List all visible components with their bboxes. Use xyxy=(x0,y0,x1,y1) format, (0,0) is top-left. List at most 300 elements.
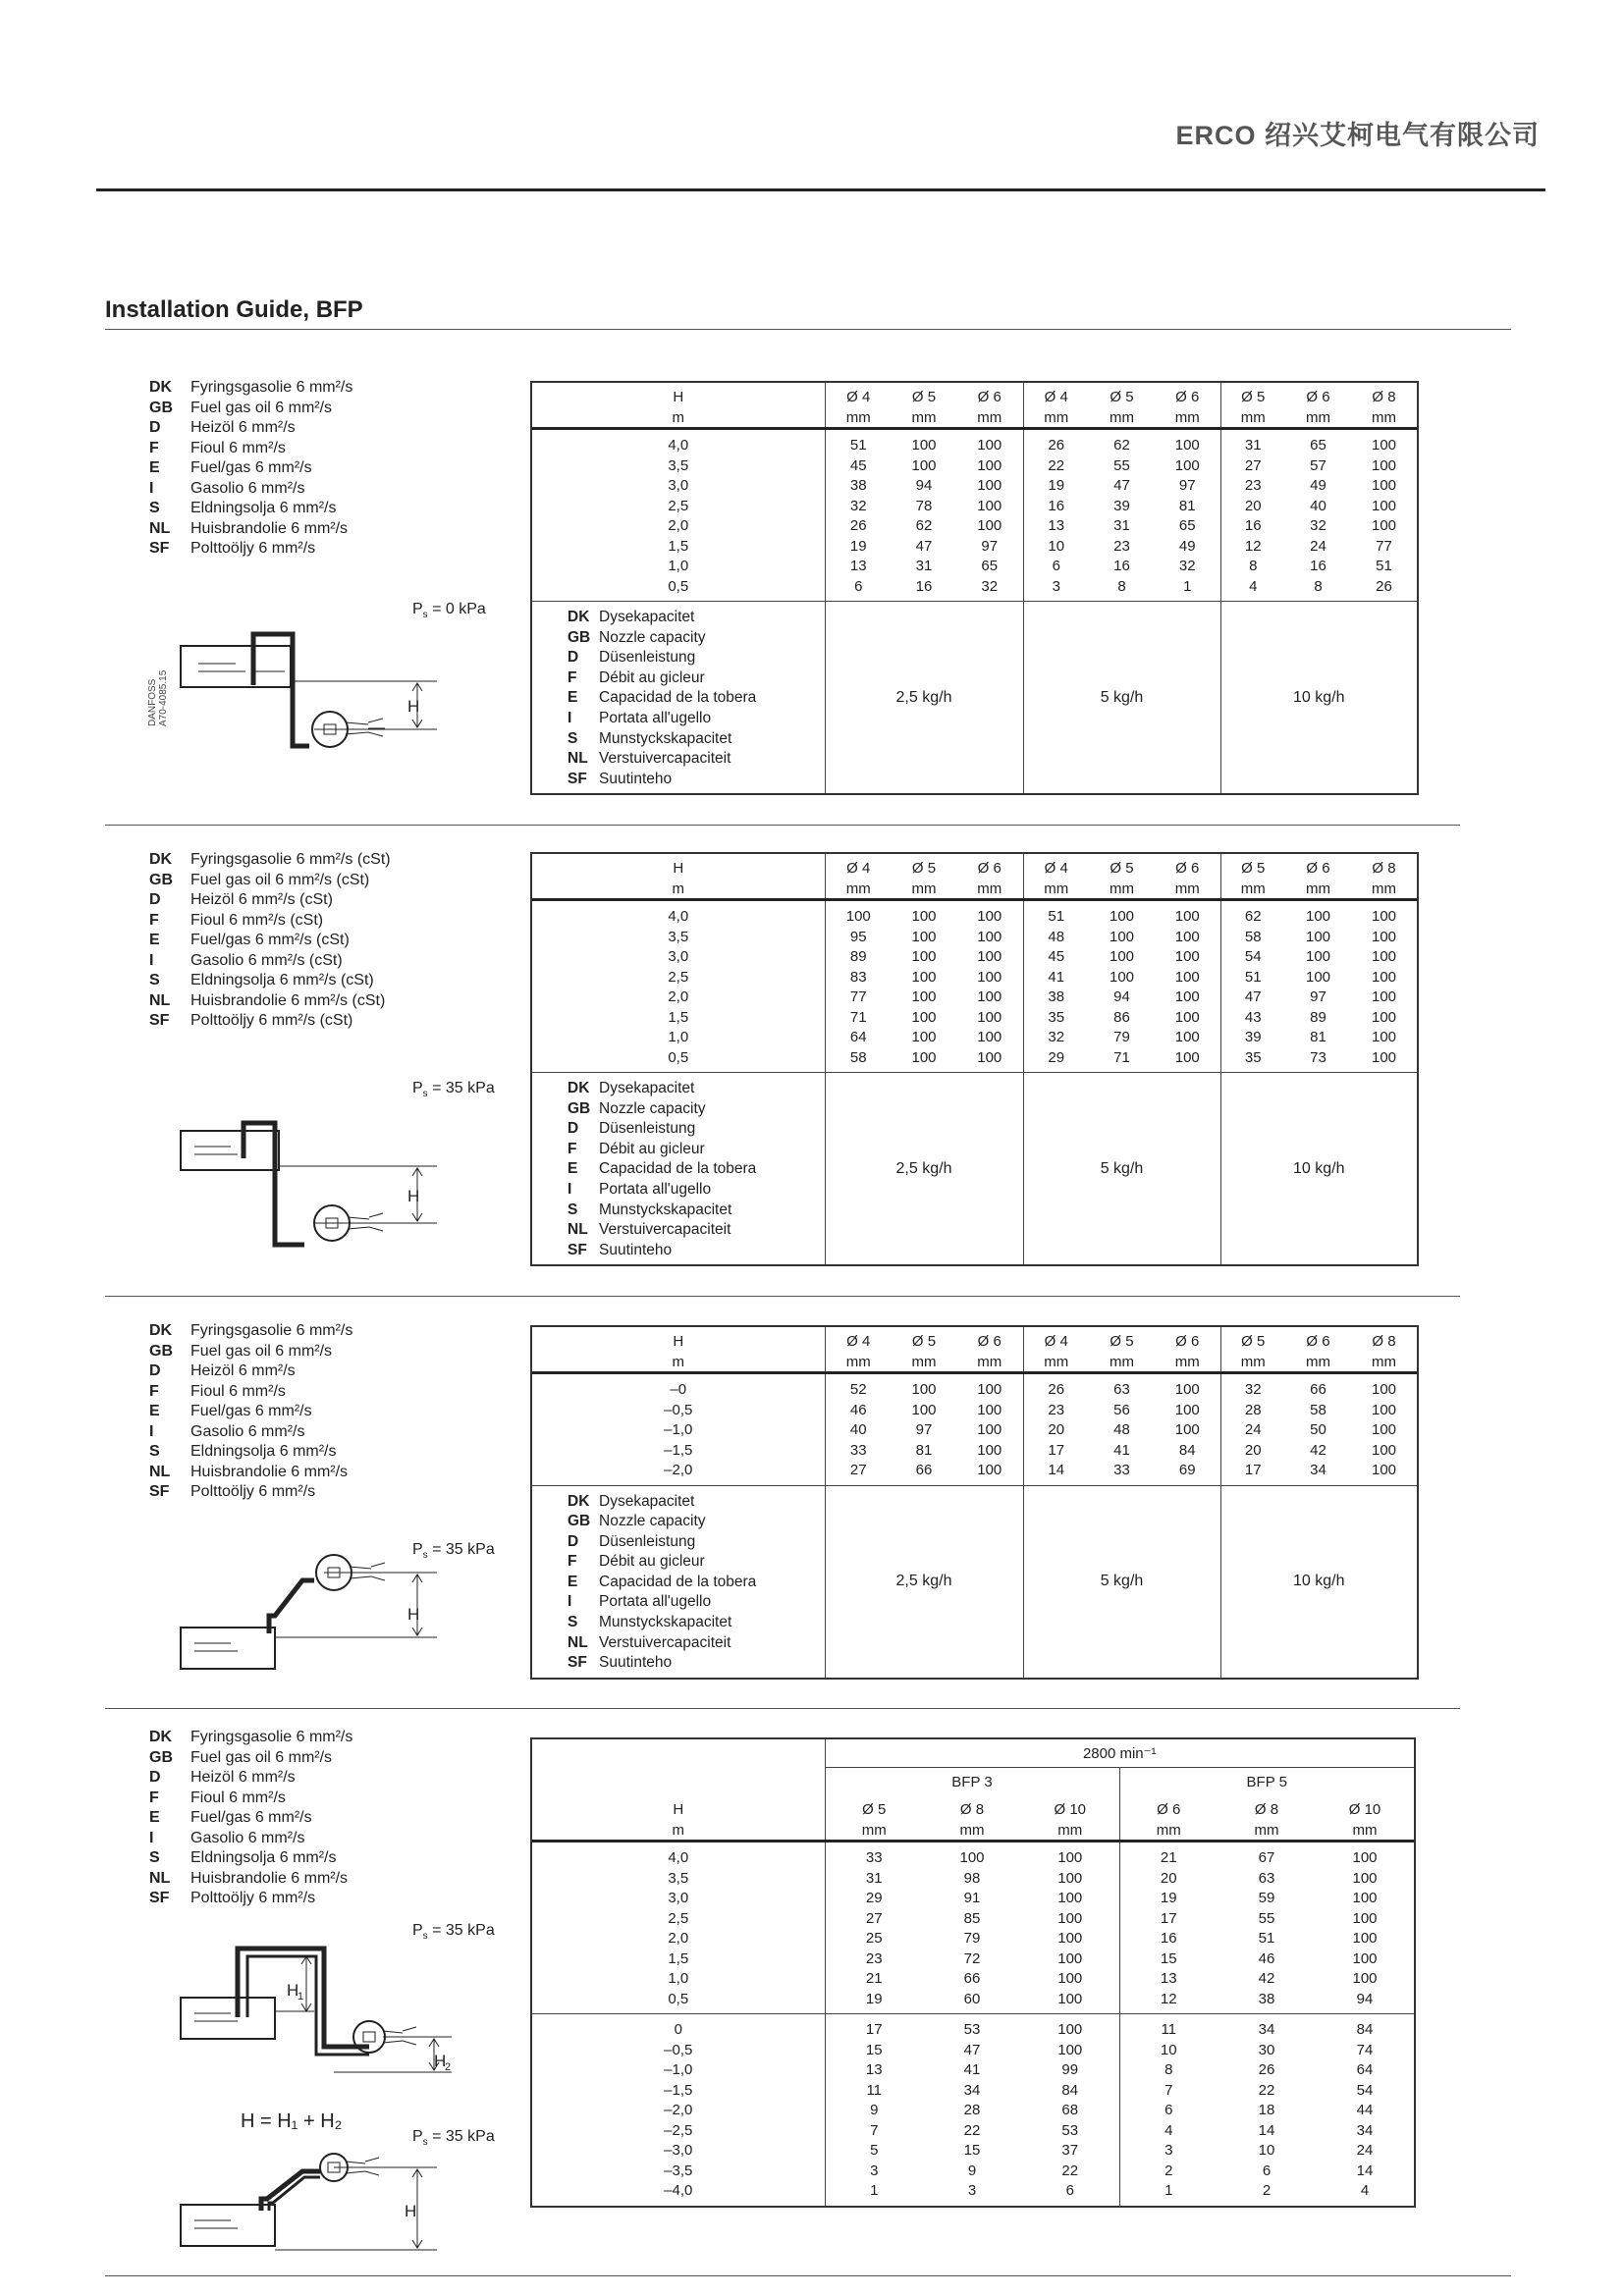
h-value: 4,0 xyxy=(668,908,689,926)
capacity-value: 13 xyxy=(1023,516,1089,537)
unit-header: mm xyxy=(923,1820,1021,1842)
capacity-value: 97 xyxy=(1178,477,1196,495)
h-header: H xyxy=(673,1332,684,1350)
diameter-header: Ø 8 xyxy=(1372,1332,1396,1350)
page-title: Installation Guide, BFP xyxy=(105,296,363,323)
capacity-value: 14 xyxy=(1023,1461,1089,1485)
unit-header: mm xyxy=(825,879,892,900)
capacity-value: 100 xyxy=(911,968,937,986)
capacity-value: 95 xyxy=(825,928,892,948)
capacity-value: 100 xyxy=(977,948,1002,966)
capacity-value: 94 xyxy=(1113,988,1130,1006)
capacity-value: 83 xyxy=(825,968,892,988)
capacity-value: 81 xyxy=(1178,497,1196,514)
diameter-header: Ø 5 xyxy=(911,859,937,877)
capacity-value: 7 xyxy=(825,2121,923,2142)
capacity-value: 71 xyxy=(825,1008,892,1029)
capacity-value: 100 xyxy=(911,1029,937,1046)
capacity-value: 94 xyxy=(915,477,933,495)
diameter-header: Ø 6 xyxy=(1175,859,1200,877)
capacity-value: 99 xyxy=(1061,2061,1079,2079)
table-row xyxy=(532,2141,1414,2162)
table-row xyxy=(532,577,1417,602)
capacity-value: 73 xyxy=(1310,1048,1326,1066)
table-row xyxy=(532,900,1417,928)
capacity-value: 100 xyxy=(911,1401,937,1418)
fuel-label-list xyxy=(149,378,352,560)
capacity-value: 81 xyxy=(1310,1029,1326,1046)
table-row xyxy=(532,1008,1417,1029)
capacity-value: 84 xyxy=(1316,2014,1414,2041)
unit-header: mm xyxy=(1218,1820,1316,1842)
nozzle-capacity-value: 2,5 kg/h xyxy=(825,602,1023,794)
diameter-header: Ø 4 xyxy=(825,383,892,407)
fuel-label: NL Huisbrandolie 6 mm²/s xyxy=(149,519,349,537)
fuel-label: F Fioul 6 mm²/s xyxy=(149,1382,286,1400)
capacity-value: 21 xyxy=(1119,1842,1218,1869)
table-row xyxy=(532,1842,1414,1869)
capacity-value: 6 xyxy=(825,577,892,602)
capacity-value: 16 xyxy=(915,577,933,595)
capacity-value: 16 xyxy=(1119,1929,1218,1949)
fuel-label: F Fioul 6 mm²/s (cSt) xyxy=(149,911,324,929)
capacity-value: 100 xyxy=(1371,1441,1397,1459)
capacity-value: 62 xyxy=(1220,900,1285,928)
capacity-value: 17 xyxy=(1220,1461,1285,1485)
nozzle-capacity-value: 5 kg/h xyxy=(1023,602,1220,794)
h-value: –2,5 xyxy=(664,2121,693,2139)
table-row xyxy=(532,429,1417,456)
capacity-value: 19 xyxy=(825,1990,923,2014)
capacity-value: 77 xyxy=(825,988,892,1008)
diameter-header: Ø 5 xyxy=(911,388,937,405)
capacity-value: 100 xyxy=(977,1008,1002,1026)
diameter-header: Ø 8 xyxy=(1372,859,1396,877)
capacity-value: 13 xyxy=(825,2060,923,2081)
capacity-table-bfp xyxy=(530,1737,1416,2208)
capacity-value: 19 xyxy=(1119,1889,1218,1909)
capacity-value: 68 xyxy=(1061,2102,1079,2119)
table-row xyxy=(532,476,1417,497)
m-header: m xyxy=(532,1820,825,1842)
unit-header: mm xyxy=(1021,1820,1119,1842)
capacity-value: 34 xyxy=(963,2081,981,2099)
capacity-value: 19 xyxy=(825,537,892,558)
section-divider xyxy=(105,1708,1460,1709)
capacity-value: 57 xyxy=(1310,456,1326,474)
table-row xyxy=(532,2162,1414,2182)
capacity-value: 47 xyxy=(963,2041,981,2058)
capacity-value: 1 xyxy=(825,2181,923,2206)
capacity-value: 31 xyxy=(1113,517,1130,535)
table-row xyxy=(532,1373,1417,1401)
capacity-value: 34 xyxy=(1218,2014,1316,2041)
h-value: 2,5 xyxy=(668,497,689,514)
title-rule xyxy=(105,329,1511,330)
installation-diagram-4a xyxy=(177,1939,471,2106)
capacity-value: 100 xyxy=(977,1401,1002,1418)
table-row xyxy=(532,1889,1414,1909)
capacity-value: 69 xyxy=(1178,1462,1196,1479)
capacity-value: 27 xyxy=(1220,456,1285,477)
fuel-label: E Fuel/gas 6 mm²/s xyxy=(149,1403,312,1419)
nozzle-capacity-labels: DK Dysekapacitet GB Nozzle capacity D Düsenleistung F Débit au gicleur E Capacidad de la tobera I Portata all'ugello S Munstyckskapacitet NL Verstuivercapaciteit SF Suutinteho xyxy=(532,602,825,794)
capacity-table xyxy=(530,1325,1419,1680)
capacity-value: 66 xyxy=(963,1970,981,1988)
capacity-value: 24 xyxy=(1310,537,1326,555)
diameter-header: Ø 5 xyxy=(911,1332,937,1350)
fuel-label: D Heizöl 6 mm²/s xyxy=(149,1362,296,1379)
suction-pressure-label: $P_s = 0$ kPa xyxy=(412,601,486,621)
unit-header: mm xyxy=(825,407,892,429)
unit-header: mm xyxy=(892,407,956,429)
diameter-header: Ø 5 xyxy=(1110,1332,1134,1350)
table-row xyxy=(532,1441,1417,1462)
capacity-value: 100 xyxy=(911,908,937,926)
capacity-value: 100 xyxy=(1174,1048,1200,1066)
h-value: 1,0 xyxy=(668,1970,689,1988)
capacity-value: 100 xyxy=(1057,1869,1083,1887)
capacity-value: 40 xyxy=(1310,497,1326,514)
capacity-value: 100 xyxy=(1057,1890,1083,1907)
h-value: 1,5 xyxy=(668,1949,689,1967)
capacity-value: 20 xyxy=(1023,1420,1089,1441)
h-value: –2,0 xyxy=(664,1462,693,1479)
capacity-value: 100 xyxy=(1109,948,1135,966)
fuel-label: I Gasolio 6 mm²/s xyxy=(149,1829,305,1846)
capacity-value: 6 xyxy=(1023,557,1089,577)
capacity-value: 100 xyxy=(977,497,1002,514)
capacity-value: 41 xyxy=(1023,968,1089,988)
capacity-value: 100 xyxy=(977,1029,1002,1046)
capacity-value: 32 xyxy=(981,577,999,595)
installation-diagram-4b xyxy=(177,2150,471,2268)
capacity-value: 100 xyxy=(959,1849,985,1867)
capacity-value: 41 xyxy=(1113,1441,1130,1459)
unit-header: mm xyxy=(1155,879,1220,900)
capacity-value: 100 xyxy=(1371,1029,1397,1046)
capacity-value: 41 xyxy=(963,2061,981,2079)
capacity-value: 47 xyxy=(1220,988,1285,1008)
capacity-value: 56 xyxy=(1113,1401,1130,1418)
capacity-value: 100 xyxy=(1371,1462,1397,1479)
capacity-value: 43 xyxy=(1220,1008,1285,1029)
capacity-value: 100 xyxy=(1371,437,1397,454)
capacity-value: 46 xyxy=(1258,1949,1275,1967)
capacity-value: 21 xyxy=(825,1969,923,1990)
diameter-header: Ø 6 xyxy=(1175,388,1200,405)
capacity-value: 100 xyxy=(911,1008,937,1026)
section-divider xyxy=(105,825,1460,826)
diameter-header: Ø 6 xyxy=(1306,1332,1330,1350)
capacity-value: 100 xyxy=(1174,1029,1200,1046)
table-row xyxy=(532,968,1417,988)
capacity-value: 100 xyxy=(911,437,937,454)
h-value: 4,0 xyxy=(668,437,689,454)
capacity-value: 37 xyxy=(1061,2142,1079,2160)
capacity-value: 10 xyxy=(1258,2142,1275,2160)
unit-header: mm xyxy=(1285,407,1351,429)
speed-header: 2800 min⁻¹ xyxy=(825,1739,1414,1768)
capacity-value: 100 xyxy=(1371,1048,1397,1066)
capacity-value: 100 xyxy=(1021,2014,1119,2041)
capacity-value: 38 xyxy=(825,476,892,497)
capacity-value: 100 xyxy=(1371,1381,1397,1399)
fuel-label: DK Fyringsgasolie 6 mm²/s xyxy=(149,1729,353,1745)
capacity-value: 100 xyxy=(1174,908,1200,926)
capacity-value: 12 xyxy=(1119,1990,1218,2014)
table-row xyxy=(532,1969,1414,1990)
capacity-value: 58 xyxy=(825,1048,892,1073)
capacity-value: 11 xyxy=(825,2081,923,2102)
capacity-value: 63 xyxy=(1258,1869,1275,1887)
unit-header: mm xyxy=(1089,1352,1155,1373)
nozzle-capacity-value: 10 kg/h xyxy=(1220,602,1417,794)
h-value: 0,5 xyxy=(668,1990,689,2007)
table-row xyxy=(532,456,1417,477)
svg-text:H: H xyxy=(407,697,420,716)
capacity-value: 26 xyxy=(1376,577,1392,595)
fuel-label: E Fuel/gas 6 mm²/s xyxy=(149,459,312,476)
group-header-bfp5: BFP 5 xyxy=(1119,1768,1414,1796)
capacity-value: 22 xyxy=(1061,2162,1079,2179)
unit-header: mm xyxy=(1220,407,1285,429)
table-row xyxy=(532,1048,1417,1073)
unit-header: mm xyxy=(825,1352,892,1373)
table-row xyxy=(532,2041,1414,2061)
capacity-value: 100 xyxy=(1057,1849,1083,1867)
capacity-value: 89 xyxy=(825,947,892,968)
capacity-value: 100 xyxy=(1174,1381,1200,1399)
diameter-header: Ø 8 xyxy=(1254,1800,1279,1818)
fuel-label: SF Polttoöljy 6 mm²/s (cSt) xyxy=(149,1012,353,1029)
capacity-value: 49 xyxy=(1310,477,1326,495)
fuel-label: SF Polttoöljy 6 mm²/s xyxy=(149,1483,316,1500)
capacity-value: 100 xyxy=(977,928,1002,945)
unit-header: mm xyxy=(1119,1820,1218,1842)
formula: H = H₁ + H₂ xyxy=(241,2110,343,2132)
unit-header: mm xyxy=(892,879,956,900)
h-value: 3,0 xyxy=(668,477,689,495)
capacity-value: 100 xyxy=(1352,1890,1378,1907)
capacity-value: 100 xyxy=(1174,1008,1200,1026)
capacity-value: 84 xyxy=(1178,1441,1196,1459)
capacity-value: 10 xyxy=(1119,2041,1218,2061)
unit-header: mm xyxy=(956,1352,1023,1373)
capacity-value: 100 xyxy=(1057,1930,1083,1948)
h-value: 3,5 xyxy=(668,1869,689,1887)
fuel-label: E Fuel/gas 6 mm²/s (cSt) xyxy=(149,932,350,948)
unit-header: mm xyxy=(1285,1352,1351,1373)
capacity-value: 100 xyxy=(1371,988,1397,1006)
capacity-value: 2 xyxy=(1262,2182,1272,2200)
capacity-value: 42 xyxy=(1258,1970,1275,1988)
capacity-value: 20 xyxy=(1220,497,1285,517)
capacity-value: 44 xyxy=(1356,2102,1374,2119)
h-header: H xyxy=(673,859,684,877)
capacity-value: 100 xyxy=(911,456,937,474)
capacity-value: 2 xyxy=(1119,2162,1218,2182)
capacity-value: 100 xyxy=(1174,928,1200,945)
diameter-header: Ø 8 xyxy=(959,1800,985,1818)
capacity-value: 100 xyxy=(1174,437,1200,454)
m-header: m xyxy=(532,1352,825,1373)
unit-header: mm xyxy=(1351,407,1417,429)
capacity-value: 6 xyxy=(1065,2182,1074,2200)
nozzle-capacity-value: 2,5 kg/h xyxy=(825,1073,1023,1265)
installation-diagram-2 xyxy=(177,1109,471,1266)
capacity-value: 38 xyxy=(1023,988,1089,1008)
suction-pressure-label: $P_s = 35$ kPa xyxy=(412,2128,495,2149)
capacity-value: 48 xyxy=(1023,928,1089,948)
svg-text:2: 2 xyxy=(445,2061,452,2073)
capacity-value: 100 xyxy=(1174,948,1200,966)
capacity-value: 100 xyxy=(977,988,1002,1006)
table-row xyxy=(532,2101,1414,2121)
table-row xyxy=(532,1909,1414,1930)
capacity-value: 100 xyxy=(911,928,937,945)
fuel-label: S Eldningsolja 6 mm²/s xyxy=(149,1443,337,1460)
capacity-value: 100 xyxy=(1352,1930,1378,1948)
capacity-value: 1 xyxy=(1183,577,1192,595)
capacity-value: 100 xyxy=(977,456,1002,474)
capacity-value: 100 xyxy=(1371,1008,1397,1026)
capacity-value: 62 xyxy=(915,517,933,535)
capacity-value: 26 xyxy=(1023,1373,1089,1401)
capacity-value: 100 xyxy=(977,1381,1002,1399)
capacity-value: 23 xyxy=(1023,1401,1089,1421)
capacity-value: 100 xyxy=(977,968,1002,986)
capacity-value: 3 xyxy=(1119,2141,1218,2162)
capacity-value: 20 xyxy=(1220,1441,1285,1462)
unit-header: mm xyxy=(1155,1352,1220,1373)
fuel-label: NL Huisbrandolie 6 mm²/s (cSt) xyxy=(149,991,386,1009)
capacity-value: 34 xyxy=(1310,1462,1326,1479)
capacity-value: 58 xyxy=(1310,1401,1326,1418)
capacity-value: 100 xyxy=(977,1421,1002,1439)
fuel-label: DK Fyringsgasolie 6 mm²/s xyxy=(149,379,353,396)
fuel-label: SF Polttoöljy 6 mm²/s xyxy=(149,1890,316,1906)
h-value: –0,5 xyxy=(664,2041,693,2058)
table-row xyxy=(532,557,1417,577)
capacity-value: 77 xyxy=(1376,537,1392,555)
capacity-value: 16 xyxy=(1023,497,1089,517)
capacity-value: 100 xyxy=(1371,948,1397,966)
capacity-value: 85 xyxy=(963,1909,981,1927)
h-value: 4,0 xyxy=(668,1849,689,1867)
diameter-header: Ø 4 xyxy=(825,854,892,879)
h-value: 2,5 xyxy=(668,968,689,986)
diameter-header: Ø 6 xyxy=(977,859,1001,877)
table-row xyxy=(532,1420,1417,1441)
capacity-value: 100 xyxy=(1305,928,1331,945)
capacity-value: 33 xyxy=(825,1441,892,1462)
capacity-value: 100 xyxy=(977,437,1002,454)
diameter-header: Ø 4 xyxy=(1023,383,1089,407)
capacity-value: 32 xyxy=(1220,1373,1285,1401)
capacity-value: 47 xyxy=(915,537,933,555)
capacity-value: 97 xyxy=(1310,988,1326,1006)
capacity-value: 100 xyxy=(977,1441,1002,1459)
diameter-header: Ø 4 xyxy=(1023,854,1089,879)
table-row xyxy=(532,1401,1417,1421)
unit-header: mm xyxy=(1351,879,1417,900)
capacity-value: 100 xyxy=(911,1048,937,1066)
h-value: 2,0 xyxy=(668,517,689,535)
capacity-value: 100 xyxy=(977,1462,1002,1479)
capacity-table xyxy=(530,852,1419,1266)
capacity-value: 26 xyxy=(1023,429,1089,456)
capacity-value: 71 xyxy=(1113,1048,1130,1066)
capacity-value: 51 xyxy=(1220,968,1285,988)
capacity-value: 27 xyxy=(825,1461,892,1485)
capacity-value: 3 xyxy=(1023,577,1089,602)
fuel-label: GB Fuel gas oil 6 mm²/s xyxy=(149,1748,333,1766)
capacity-value: 48 xyxy=(1113,1421,1130,1439)
fuel-label: D Heizöl 6 mm²/s xyxy=(149,1769,296,1786)
h-value: 3,0 xyxy=(668,1890,689,1907)
capacity-value: 66 xyxy=(1310,1381,1326,1399)
capacity-value: 100 xyxy=(977,517,1002,535)
table-row xyxy=(532,988,1417,1008)
capacity-value: 100 xyxy=(1371,908,1397,926)
capacity-value: 98 xyxy=(963,1869,981,1887)
table-row xyxy=(532,2181,1414,2206)
unit-header: mm xyxy=(1023,879,1089,900)
fuel-label: S Eldningsolja 6 mm²/s (cSt) xyxy=(149,972,374,988)
capacity-value: 100 xyxy=(1109,968,1135,986)
capacity-value: 79 xyxy=(1113,1029,1130,1046)
diameter-header: Ø 4 xyxy=(825,1327,892,1352)
h-value: –1,5 xyxy=(664,2081,693,2099)
capacity-value: 46 xyxy=(825,1401,892,1421)
diameter-header: Ø 4 xyxy=(1023,1327,1089,1352)
capacity-value: 32 xyxy=(825,497,892,517)
unit-header: mm xyxy=(1155,407,1220,429)
capacity-value: 45 xyxy=(825,456,892,477)
h-value: 1,0 xyxy=(668,558,689,575)
diameter-header: Ø 5 xyxy=(1110,388,1134,405)
table-row xyxy=(532,2081,1414,2102)
capacity-value: 100 xyxy=(1371,497,1397,514)
capacity-value: 100 xyxy=(1057,1909,1083,1927)
table-row xyxy=(532,928,1417,948)
capacity-value: 54 xyxy=(1220,947,1285,968)
capacity-value: 28 xyxy=(1220,1401,1285,1421)
capacity-value: 78 xyxy=(915,497,933,514)
capacity-value: 31 xyxy=(825,1869,923,1890)
capacity-value: 29 xyxy=(825,1889,923,1909)
capacity-value: 65 xyxy=(1178,517,1196,535)
diameter-header: Ø 5 xyxy=(1220,383,1285,407)
capacity-value: 24 xyxy=(1220,1420,1285,1441)
capacity-value: 9 xyxy=(967,2162,977,2179)
h-value: –2,0 xyxy=(664,2102,693,2119)
capacity-value: 15 xyxy=(963,2142,981,2160)
capacity-value: 55 xyxy=(1113,456,1130,474)
capacity-value: 72 xyxy=(963,1949,981,1967)
capacity-value: 33 xyxy=(825,1842,923,1869)
capacity-value: 23 xyxy=(1220,476,1285,497)
capacity-value: 63 xyxy=(1113,1381,1130,1399)
unit-header: mm xyxy=(1089,879,1155,900)
table-row xyxy=(532,2060,1414,2081)
capacity-value: 34 xyxy=(1356,2121,1374,2139)
capacity-value: 39 xyxy=(1113,497,1130,514)
fuel-label: I Gasolio 6 mm²/s xyxy=(149,479,305,497)
capacity-value: 100 xyxy=(1371,517,1397,535)
capacity-value: 100 xyxy=(1057,1990,1083,2007)
